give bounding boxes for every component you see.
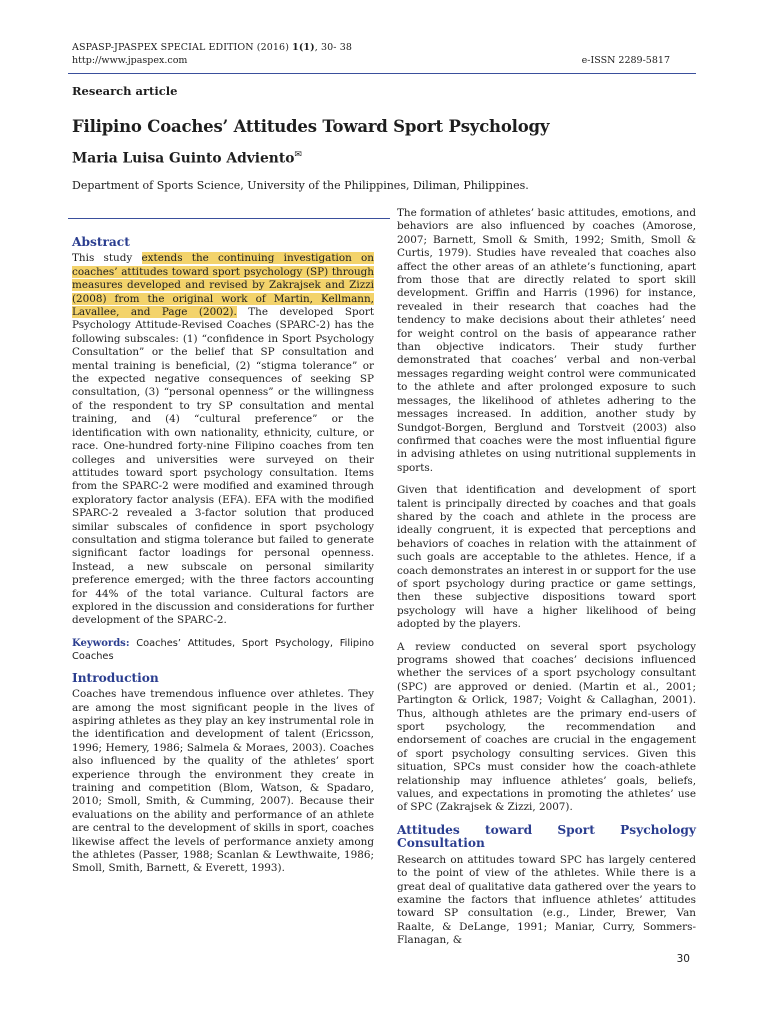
abstract-lead: This study [72,252,142,265]
journal-citation [72,42,352,53]
journal-issn: e-ISSN 2289-5817 [581,55,670,66]
keywords-label: Keywords: [72,637,130,649]
right-column [397,207,696,957]
keywords [72,637,374,663]
article-type: Research article [72,84,178,98]
paragraph: Given that identification and development of sport talent is principally directed by coaches and that goals shared by the coach and athlete in the process are ideally congruent, it is expected that perceptions and behaviors of coaches in relation with the attainment of such goals are acceptable to the athletes. Hence, if a coach demonstrates an interest in or support for the use of sport psychology during practice or game settings, then these subjective dispositions toward sport psychology will have a higher likelihood of being adopted by the players. [397,484,696,631]
attitudes-heading: Attitudes toward Sport Psychology Consultation [397,822,696,851]
abstract-body: The developed Sport Psychology Attitude-Revised Coaches (SPARC-2) has the following subscales: (1) “confidence in Sport Psychology Consultation” or the belief that SP consultation and mental training is beneficial, (2) “stigma tolerance” or the expected negative consequences of seeking SP consultation, (3) “personal openness” or the willingness of the respondent to try SP consultation and mental training, and (4) “cultural preference” or the identification with own nationality, ethnicity, culture, or race. One-hundred forty-nine Filipino coaches from ten colleges and universities were surveyed on their attitudes toward sport psychology consultation. Items from the SPARC-2 were modified and examined through exploratory factor analysis (EFA). EFA with the modified SPARC-2 revealed a 3-factor solution that produced similar subscales of confidence in sport psychology consultation and stigma tolerance but failed to generate significant factor loadings for personal openness. Instead, a new subscale on personal similarity preference emerged; with the three factors accounting for 44% of the total variance. Cultural factors are explored in the discussion and considerations for further development of the SPARC-2. [72,306,374,627]
page-number: 30 [676,953,690,965]
abstract-divider [68,218,390,219]
keywords-text: Coaches’ Attitudes, Sport Psychology, Filipino Coaches [72,637,374,662]
author-name: Maria Luisa Guinto Adviento [72,150,295,167]
journal-volume: 1(1) [292,42,315,53]
introduction-heading: Introduction [72,670,159,685]
journal-prefix: ASPASP-JPASPEX SPECIAL EDITION (2016) [72,42,293,53]
paper-title: Filipino Coaches’ Attitudes Toward Sport Psychology [72,117,550,136]
email-icon[interactable]: ✉ [294,150,302,160]
paragraph: Research on attitudes toward SPC has largely centered to the point of view of the athletes. While there is a great deal of qualitative data gathered over the years to examine the factors that influence athletes’ attitudes toward SP consultation (e.g., Linder, Brewer, Van Raalte, & DeLange, 1991; Maniar, Curry, Sommers-Flanagan, & [397,853,696,947]
abstract-highlight: extends the continuing investigation on coaches’ attitudes toward sport psychology (SP) through measures developed and revised by Zakrajsek and Zizzi (2008) from the original work of Martin, Kellmann, Lavallee, and Page (2002). [72,252,374,319]
header-divider [68,73,696,74]
affiliation: Department of Sports Science, University of the Philippines, Diliman, Philippines. [72,179,529,192]
paragraph: The formation of athletes’ basic attitudes, emotions, and behaviors are also influenced by coaches (Amorose, 2007; Barnett, Smoll & Smith, 1992; Smith, Smoll & Curtis, 1979). Studies have revealed that coaches also affect the other areas of an athlete’s functioning, apart from those that are directly related to sport skill development. Griffin and Harris (1996) for instance, revealed in their research that coaches had the tendency to make decisions about their athletes’ need for weight control on the basis of appearance rather than objective indicators. Their study further demonstrated that coaches’ verbal and non-verbal messages regarding weight control were communicated to the athlete and after prolonged exposure to such messages, the likelihood of athletes adhering to the messages increased. In addition, another study by Sundgot-Borgen, Berglund and Torstveit (2003) also confirmed that coaches were the most influential figure in advising athletes on using nutritional supplements in sports. [397,207,696,474]
paragraph: A review conducted on several sport psychology programs showed that coaches’ decisions influenced whether the services of a sport psychology consultant (SPC) are approved or denied. (Martin et al., 2001; Partington & Orlick, 1987; Voight & Callaghan, 2001). Thus, although athletes are the primary end-users of sport psychology, the recommendation and endorsement of coaches are crucial in the engagement of sport psychology consulting services. Given this situation, SPCs must consider how the coach-athlete relationship may influence athletes’ goals, beliefs, values, and expectations in promoting the athletes’ use of SPC (Zakrajsek & Zizzi, 2007). [397,640,696,814]
left-column [72,236,374,885]
author-line [72,150,302,167]
abstract-heading: Abstract [72,235,130,249]
journal-pages: , 30- 38 [314,42,352,53]
journal-url[interactable]: http://www.jpaspex.com [72,55,188,66]
introduction-text: Coaches have tremendous influence over athletes. They are among the most significant people in the lives of aspiring athletes as they play an key instrumental role in the identification and development of talent (Ericsson, 1996; Hemery, 1986; Salmela & Moraes, 2003). Coaches also influenced by the quality of the athletes’ sport experience through the environment they create in training and competition (Blom, Watson, & Spadaro, 2010; Smoll, Smith, & Cumming, 2007). Because their evaluations on the ability and performance of an athlete are central to the development of skills in sport, coaches likewise affect the levels of performance anxiety among the athletes (Passer, 1988; Scanlan & Lewthwaite, 1986; Smoll, Smith, Barnett, & Everett, 1993). [72,688,374,875]
abstract-text [72,252,374,627]
